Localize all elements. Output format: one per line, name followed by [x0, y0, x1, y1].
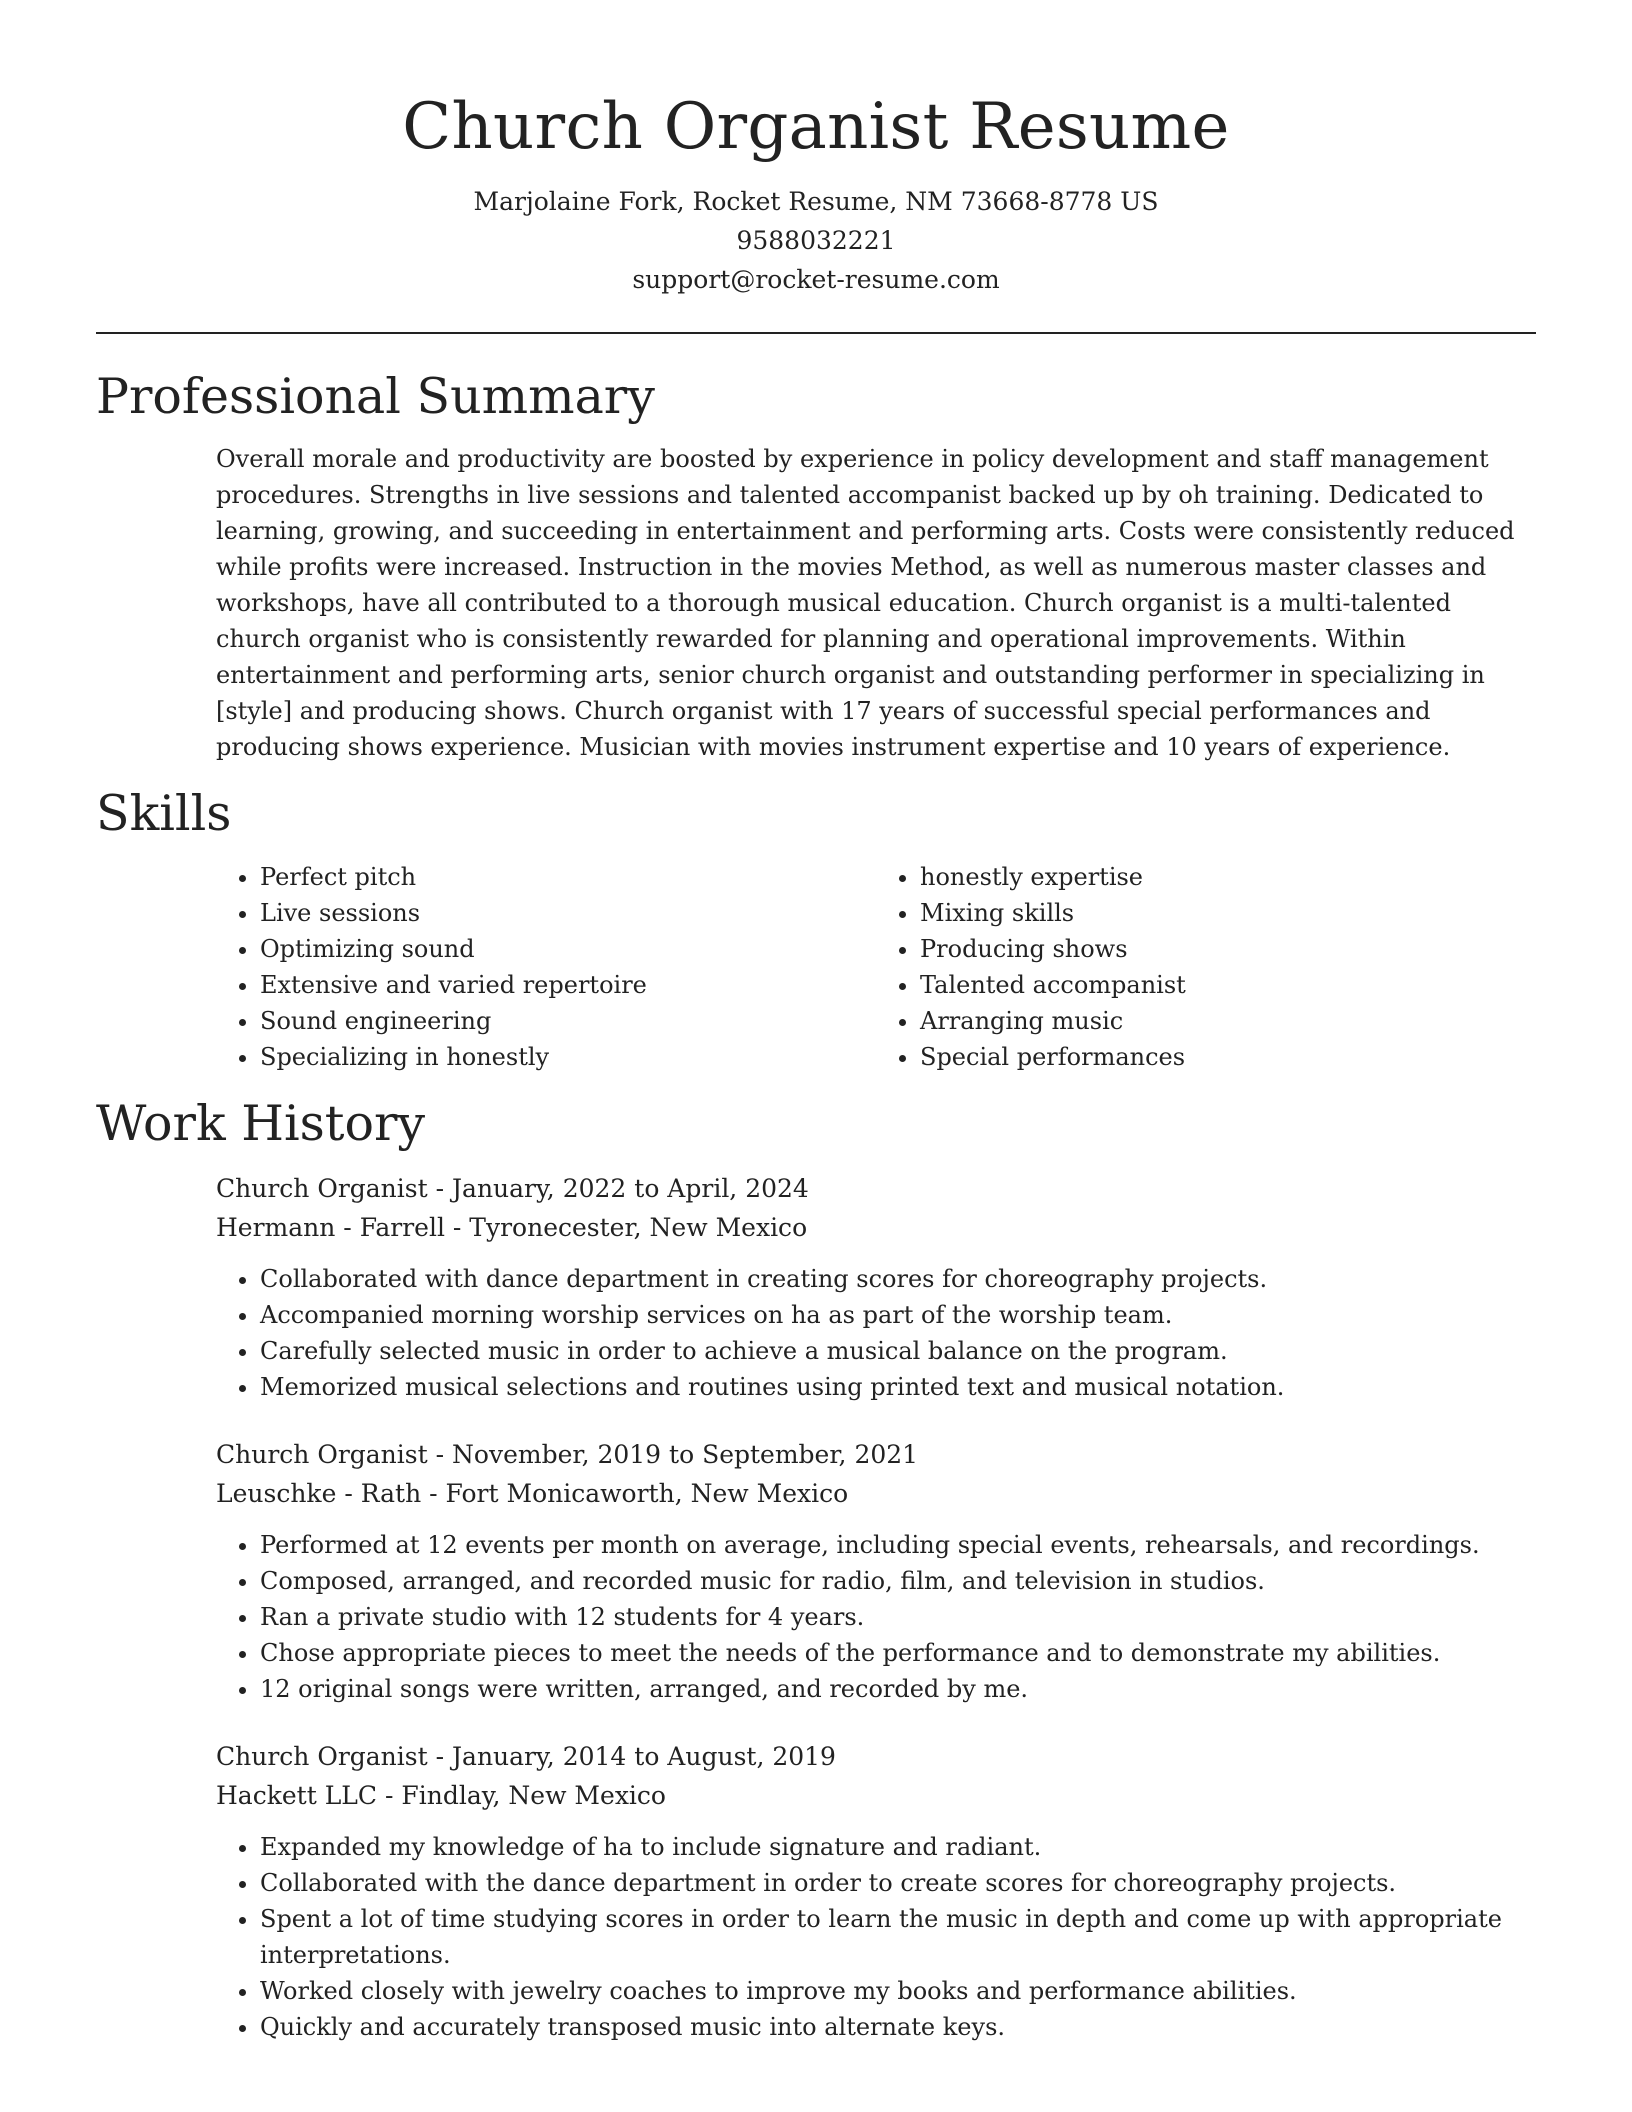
job-title-line: Church Organist - January, 2022 to April, 2024 — [216, 1174, 809, 1203]
job-bullet-list — [216, 1261, 1541, 1405]
skill-item: • Sound engineering — [260, 1003, 876, 1039]
skill-item: • Perfect pitch — [260, 859, 876, 895]
summary-heading: Professional Summary — [96, 368, 655, 425]
skill-item: • Mixing skills — [920, 895, 1536, 931]
job-bullet: • Ran a private studio with 12 students for 4 years. — [260, 1599, 1541, 1635]
skill-item: • Talented accompanist — [920, 967, 1536, 1003]
job-bullet: • Collaborated with dance department in creating scores for choreography projects. — [260, 1261, 1541, 1297]
skill-item: • Producing shows — [920, 931, 1536, 967]
skill-item: • honestly expertise — [920, 859, 1536, 895]
job-bullet: • Expanded my knowledge of ha to include signature and radiant. — [260, 1829, 1541, 1865]
job-bullet: • Spent a lot of time studying scores in order to learn the music in depth and come up with appropriate interpretations. — [260, 1901, 1541, 1973]
job-bullet: • Accompanied morning worship services on ha as part of the worship team. — [260, 1297, 1541, 1333]
job-entry — [216, 1169, 1536, 1405]
skills-left-column — [216, 859, 876, 1075]
resume-header — [96, 0, 1536, 299]
job-location: Fort Monicaworth, New Mexico — [445, 1479, 849, 1508]
job-bullet-list — [216, 1527, 1541, 1707]
job-bullet: • Chose appropriate pieces to meet the needs of the performance and to demonstrate my abilities. — [260, 1635, 1541, 1671]
job-bullet: • Worked closely with jewelry coaches to improve my books and performance abilities. — [260, 1973, 1541, 2009]
skill-item: • Live sessions — [260, 895, 876, 931]
skill-item: • Optimizing sound — [260, 931, 876, 967]
skills-heading: Skills — [96, 785, 232, 842]
job-bullet: • Memorized musical selections and routines using printed text and musical notation. — [260, 1369, 1541, 1405]
job-company: Hermann - Farrell — [216, 1213, 445, 1242]
job-company-line: Leuschke - Rath - Fort Monicaworth, New Mexico — [216, 1479, 849, 1508]
job-bullet: • Composed, arranged, and recorded music for radio, film, and television in studios. — [260, 1563, 1541, 1599]
summary-text: Overall morale and productivity are boosted by experience in policy development and staff management procedures. Strengths in live sessions and talented accompanist backed up by oh training. Dedicated to learning, growing, and succeeding in entertainment and performing arts. Costs were consistently reduced while profits were increased. Instruction in the movies Method, as well as numerous master classes and workshops, have all contributed to a thorough musical education. Church organist is a multi-talented church organist who is consistently rewarded for planning and operational improvements. Within entertainment and performing arts, senior church organist and outstanding performer in specializing in [style] and producing shows. Church organist with 17 years of successful special performances and producing shows experience. Musician with movies instrument expertise and 10 years of experience. — [216, 445, 1515, 761]
job-company-line: Hackett LLC - Findlay, New Mexico — [216, 1781, 666, 1810]
document-title: Church Organist Resume — [402, 90, 1230, 164]
contact-email: support@rocket-resume.com — [632, 265, 1000, 294]
job-bullet: • Performed at 12 events per month on average, including special events, rehearsals, and recordings. — [260, 1527, 1541, 1563]
job-bullet: • Quickly and accurately transposed music into alternate keys. — [260, 2009, 1541, 2045]
skills-right-column — [876, 859, 1536, 1075]
skill-item: • Special performances — [920, 1039, 1536, 1075]
skills-grid — [216, 859, 1536, 1075]
resume-page — [96, 0, 1536, 2045]
job-title: Church Organist — [216, 1742, 428, 1771]
job-title: Church Organist — [216, 1174, 428, 1203]
job-bullet: • Carefully selected music in order to achieve a musical balance on the program. — [260, 1333, 1541, 1369]
contact-phone: 9588032221 — [736, 226, 896, 255]
work-history-heading: Work History — [96, 1095, 426, 1152]
job-company: Leuschke - Rath — [216, 1479, 422, 1508]
job-title: Church Organist — [216, 1440, 428, 1469]
job-entry — [216, 1435, 1536, 1707]
job-company-line: Hermann - Farrell - Tyronecester, New Mexico — [216, 1213, 808, 1242]
job-dates: January, 2014 to August, 2019 — [452, 1742, 836, 1771]
job-location: Findlay, New Mexico — [401, 1781, 666, 1810]
job-title-line: Church Organist - November, 2019 to September, 2021 — [216, 1440, 919, 1469]
work-history-section — [96, 1093, 1536, 2045]
job-bullet: • 12 original songs were written, arranged, and recorded by me. — [260, 1671, 1541, 1707]
job-bullet: • Collaborated with the dance department in order to create scores for choreography projects. — [260, 1865, 1541, 1901]
job-title-line: Church Organist - January, 2014 to August, 2019 — [216, 1742, 836, 1771]
job-dates: November, 2019 to September, 2021 — [452, 1440, 919, 1469]
job-entry — [216, 1737, 1536, 2045]
contact-address: Marjolaine Fork, Rocket Resume, NM 73668-8778 US — [473, 187, 1159, 216]
job-location: Tyronecester, New Mexico — [469, 1213, 808, 1242]
job-dates: January, 2022 to April, 2024 — [452, 1174, 809, 1203]
summary-section — [96, 366, 1536, 765]
job-company: Hackett LLC — [216, 1781, 378, 1810]
skill-item: • Specializing in honestly — [260, 1039, 876, 1075]
skill-item: • Arranging music — [920, 1003, 1536, 1039]
skills-section — [96, 783, 1536, 1075]
skill-item: • Extensive and varied repertoire — [260, 967, 876, 1003]
job-bullet-list — [216, 1829, 1541, 2045]
header-divider — [96, 332, 1536, 334]
